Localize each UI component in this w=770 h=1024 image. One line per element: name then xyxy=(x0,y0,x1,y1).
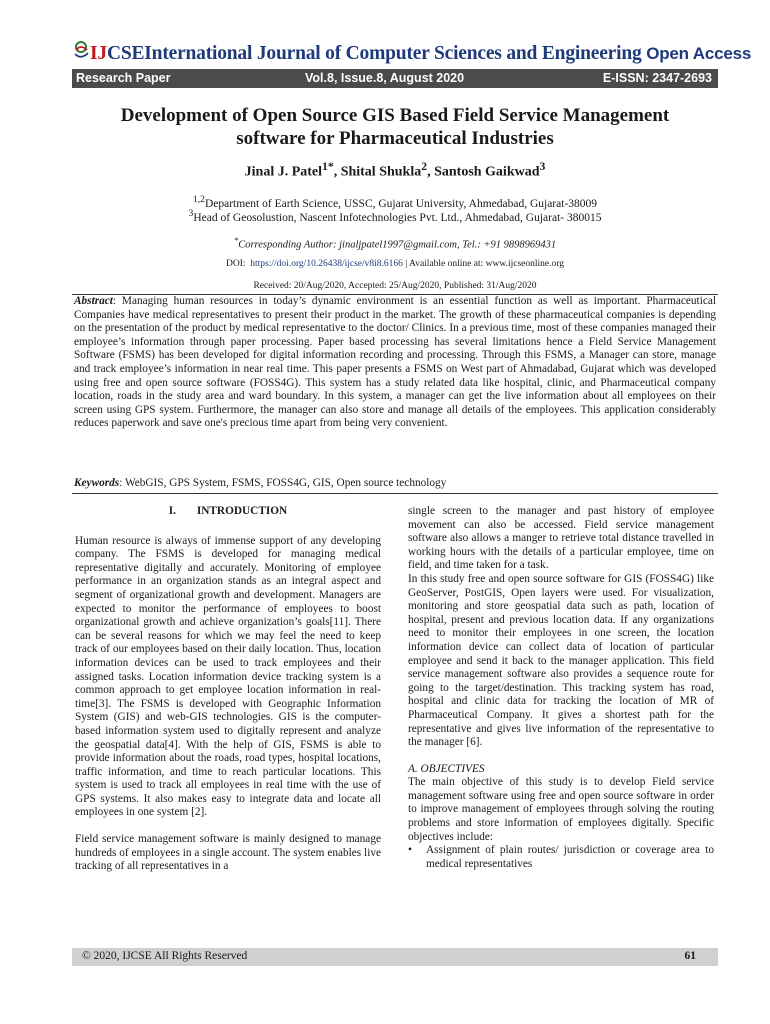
list-item: • Assignment of plain routes/ jurisdiction or coverage area to medical representatives xyxy=(408,844,714,870)
volume-issue: Vol.8, Issue.8, August 2020 xyxy=(305,71,465,85)
abstract: Abstract: Managing human resources in today’s dynamic environment is an essential function as well as important. Pharmaceutical Companies have medical representatives to present their product in the market. The growth of these pharmaceutical companies is depending on the presentation of the product by medical representative to the doctor/ Clinics. In a previous time, most of these companies managed their employee’s information through paper processing. Paper based processing has several limitations hence a Field Service Management Software (FSMS) has been developed for digital information recording and processing. Through this FSMS, a Manager can store, manage and track employee’s information in near real time. This paper presents a FSMS on West part of Ahmadabad, Gujarat which was developed using free and open source software (FOSS4G). This system has a study related data like hospital, clinic, and Pharmaceutical company location, roads in the study area and ward boundary. In this system, a manager can get the live information about all employees on their screen using GPS system. Furthermore, the manager can also store and manage all details of the employees. This application considerably reduces paperwork and save one's precious time apart from being very convenient. xyxy=(74,295,716,430)
affiliation: $^{1,2}$Department of Earth Science, USSC, Gujarat University, Ahmedabad, Gujarat-38009 xyxy=(192,194,598,210)
paragraph: Field service management software is mainly designed to manage hundreds of employees in a single account. The system enables live tracking of all representatives in a xyxy=(75,833,381,873)
journal-logo-icon xyxy=(72,40,92,64)
author-name: Santosh Gaikwad xyxy=(434,164,540,180)
available-online: Available online at: www.ijcseonline.org xyxy=(409,259,564,269)
paper-title: Development of Open Source GIS Based Field Service Management software for Pharmaceutical Industries xyxy=(120,105,670,149)
author-name: Jinal J. Patel xyxy=(244,164,323,180)
issn: E-ISSN: 2347-2693 xyxy=(602,71,712,85)
open-access-label: Open Access xyxy=(646,44,752,63)
bullet-icon: • xyxy=(408,844,412,857)
received-dates: Received: 20/Aug/2020, Accepted: 25/Aug/2020, Published: 31/Aug/2020 xyxy=(253,281,537,291)
page-footer xyxy=(72,948,718,966)
author-name: Shital Shukla xyxy=(340,164,422,180)
paragraph: Human resource is always of immense support of any developing company. The FSMS is developed for managing medical representative digitally and accurately. Monitoring of employee performance in an organization stands as an integral aspect and segment of organizational growth and development. Managers are expected to monitor the performance of employees to boost organizational growth and achieve organization’s goals[11]. There can be several reasons for which we may feel the need to keep track of our employees based on their daily location. Thus, location information devices can be used to track employees and their assigned tasks. Location information device tracking system is a common approach to get employee location information in real-time[3]. The FSMS is developed with Geographic Information System (GIS) and web-GIS technologies. GIS is the computer-based information system used to digitally represent and analyze the geospatial data[4]. With the help of GIS, FSMS is able to provide information about the roads, road types, hospital locations, traffic information, and time to reach particular locations. This system is used to track all employees in real time with the use of GPS systems. It also makes easy to integrate data and locate all employees in one system [2]. xyxy=(75,534,381,819)
left-column xyxy=(75,505,381,874)
paragraph: In this study free and open source software for GIS (FOSS4G) like GeoServer, PostGIS, Open layers were used. For visualization, monitoring and store geospatial data such as path, location of hospital, present and previous location data. If any organizations need to monitor their employees in one screen, the location information device can collect data of location of particular employee and send it back to the manager application. This field service management software also provides a sequence route for going to the target/destination. This tracking system has road, hospital and clinic data for tracking the location of MR of Pharmaceutical Company. It gives a shortest path for the representative and gives live information of the representative to the manager [6]. xyxy=(408,572,714,749)
paragraph: single screen to the manager and past history of employee movement can also be accessed. Field service management software also allows a manger to retrieve total distance travelled in working hours with the details of a particular employee, time on field, and time taken for a task. xyxy=(408,505,714,572)
doi-link[interactable]: https://doi.org/10.26438/ijcse/v8i8.6166 xyxy=(250,259,403,269)
copyright: © 2020, IJCSE All Rights Reserved xyxy=(82,950,248,962)
section-heading: I. INTRODUCTION xyxy=(168,505,288,517)
affiliation: $^3$Head of Geosolustion, Nascent Infotechnologies Pvt. Ltd., Ahmedabad, Gujarat- 380015 xyxy=(188,208,602,224)
journal-title: IJCSEInternational Journal of Computer Sciences and Engineering Open Access xyxy=(90,43,752,64)
right-column xyxy=(408,505,714,871)
subsection-heading: A. OBJECTIVES xyxy=(408,762,485,775)
info-bar xyxy=(72,69,718,88)
divider xyxy=(72,493,718,494)
keywords: Keywords: WebGIS, GPS System, FSMS, FOSS4G, GIS, Open source technology xyxy=(74,477,447,489)
paper-type: Research Paper xyxy=(76,71,171,85)
journal-header xyxy=(72,40,752,68)
doi-line: DOI: https://doi.org/10.26438/ijcse/v8i8.6166 | Available online at: www.ijcseonline.org xyxy=(226,259,564,269)
corresponding-author: *Corresponding Author: jinaljpatel1997@gmail.com, Tel.: +91 9898969431 xyxy=(233,235,557,251)
page-number: 61 xyxy=(684,950,696,962)
author-list: Jinal J. Patel$^{1*}$, Shital Shukla$^2$, Santosh Gaikwad$^3$ xyxy=(244,160,546,180)
paragraph: The main objective of this study is to develop Field service management software using free and open source software in order to improve management of employees through solving the routing problems and store information of employees digitally. Specific objectives include: xyxy=(408,776,714,843)
